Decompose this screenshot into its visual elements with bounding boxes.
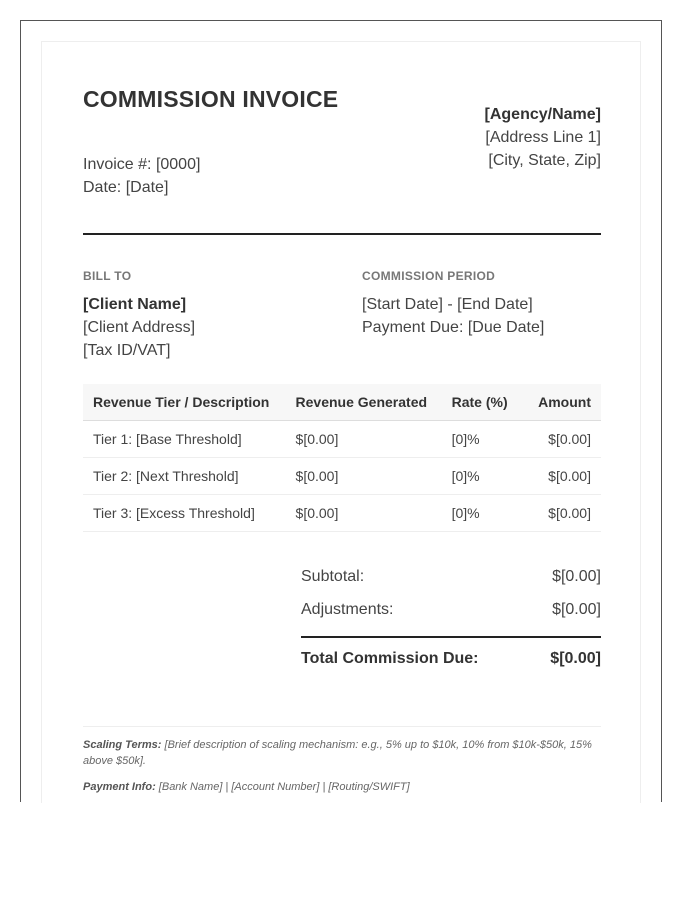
invoice-number-label: Invoice #: (83, 156, 152, 173)
invoice-date-line (83, 176, 200, 199)
invoice-footer (83, 737, 601, 805)
tier-revenue: $[0.00] (286, 458, 442, 495)
adjustments-label: Adjustments: (301, 601, 394, 618)
payment-due-label: Payment Due: (362, 319, 464, 336)
page-title: COMMISSION INVOICE (83, 86, 339, 112)
bill-to-block (83, 265, 195, 362)
payment-info-label: Payment Info: (83, 781, 156, 793)
column-header-description: Revenue Tier / Description (83, 384, 286, 421)
document-frame (20, 20, 662, 802)
subtotal-value: $[0.00] (552, 568, 601, 585)
scaling-terms-text: [Brief description of scaling mechanism: e.g., 5% up to $10k, 10% from $10k-$50k, 15% above $50k]. (83, 739, 592, 767)
invoice-number: [0000] (155, 156, 201, 173)
invoice-date-label: Date: (83, 179, 122, 196)
total-due-value: $[0.00] (550, 650, 601, 667)
tier-rate: [0]% (442, 421, 529, 458)
tier-amount: $[0.00] (528, 421, 601, 458)
tier-description: Tier 3: [Excess Threshold] (83, 495, 286, 532)
footer-divider (83, 726, 601, 727)
total-due-row (301, 646, 601, 672)
commission-period-block (362, 265, 544, 339)
tier-description: Tier 1: [Base Threshold] (83, 421, 286, 458)
commission-tier-table (83, 384, 601, 532)
tier-description: Tier 2: [Next Threshold] (83, 458, 286, 495)
header-divider (83, 233, 601, 235)
commission-period-label: COMMISSION PERIOD (362, 269, 496, 283)
client-address: [Client Address] (83, 319, 196, 336)
payment-info-text: [Bank Name] | [Account Number] | [Routing/SWIFT] (158, 781, 410, 793)
column-header-rate: Rate (%) (442, 384, 529, 421)
subtotal-row (301, 563, 601, 596)
client-tax-id: [Tax ID/VAT] (83, 342, 171, 359)
commission-period-range: [Start Date] - [End Date] (362, 296, 533, 313)
scaling-terms-label: Scaling Terms: (83, 739, 162, 751)
payment-due-date: [Due Date] (467, 319, 545, 336)
invoice-sheet (41, 41, 641, 803)
payment-due-line (362, 316, 544, 339)
totals-divider (301, 636, 601, 638)
agency-city-state-zip: [City, State, Zip] (488, 152, 601, 169)
subtotal-label: Subtotal: (301, 568, 365, 585)
invoice-number-line (83, 153, 200, 176)
agency-address-line-1: [Address Line 1] (485, 129, 601, 146)
payment-info-note (83, 779, 601, 795)
agency-block (485, 103, 601, 172)
scaling-terms-note (83, 737, 601, 769)
total-due-label: Total Commission Due: (301, 650, 479, 667)
invoice-meta (83, 153, 200, 199)
table-row (83, 458, 601, 495)
totals-block (301, 563, 601, 672)
table-row (83, 495, 601, 532)
tier-amount: $[0.00] (528, 458, 601, 495)
client-name: [Client Name] (83, 296, 187, 313)
adjustments-row (301, 596, 601, 629)
adjustments-value: $[0.00] (552, 601, 601, 618)
tier-revenue: $[0.00] (286, 421, 442, 458)
tier-amount: $[0.00] (528, 495, 601, 532)
column-header-amount: Amount (528, 384, 601, 421)
tier-rate: [0]% (442, 495, 529, 532)
table-row (83, 421, 601, 458)
table-header-row (83, 384, 601, 421)
bill-to-label: BILL TO (83, 269, 132, 283)
invoice-date: [Date] (125, 179, 169, 196)
agency-name: [Agency/Name] (484, 106, 601, 123)
column-header-revenue: Revenue Generated (286, 384, 442, 421)
tier-revenue: $[0.00] (286, 495, 442, 532)
tier-rate: [0]% (442, 458, 529, 495)
